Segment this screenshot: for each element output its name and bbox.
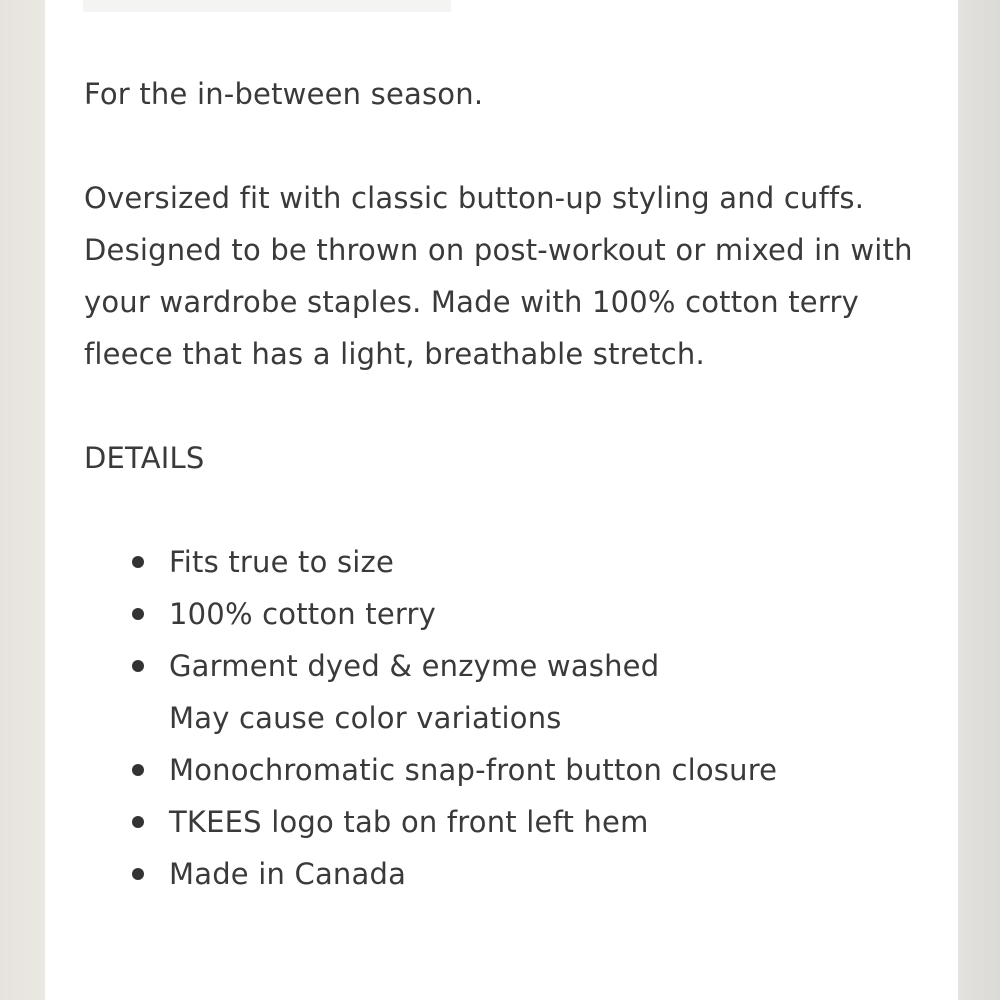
list-item	[129, 536, 914, 588]
bullet-icon	[132, 608, 144, 620]
description-text: Oversized fit with classic button-up styling and cuffs. Designed to be thrown on post-workout or mixed in with your wardrobe staples. Made with 100% cotton terry fleece that has a light, breathable stretch.	[84, 181, 913, 371]
list-item-text: Made in Canada	[169, 857, 407, 891]
list-item-text: Monochromatic snap-front button closure	[169, 753, 778, 787]
list-item-text: Fits true to size	[169, 545, 395, 579]
bullet-icon	[132, 764, 144, 776]
bullet-icon	[132, 660, 144, 672]
list-item-text: Garment dyed & enzyme washed	[169, 649, 660, 683]
product-page	[45, 0, 958, 1000]
list-item	[129, 796, 914, 848]
list-item	[129, 588, 914, 640]
top-image-edge	[83, 0, 451, 12]
list-item	[129, 640, 914, 744]
list-item-text: 100% cotton terry	[169, 597, 437, 631]
list-item-text: TKEES logo tab on front left hem	[169, 805, 649, 839]
details-list	[84, 536, 914, 900]
intro-text: For the in-between season.	[84, 77, 484, 111]
product-description	[84, 68, 914, 900]
list-item	[129, 848, 914, 900]
bullet-icon	[132, 868, 144, 880]
list-item	[129, 744, 914, 796]
details-heading: DETAILS	[84, 441, 205, 475]
bullet-icon	[132, 816, 144, 828]
bullet-icon	[132, 556, 144, 568]
list-item-subtext: May cause color variations	[169, 701, 562, 735]
